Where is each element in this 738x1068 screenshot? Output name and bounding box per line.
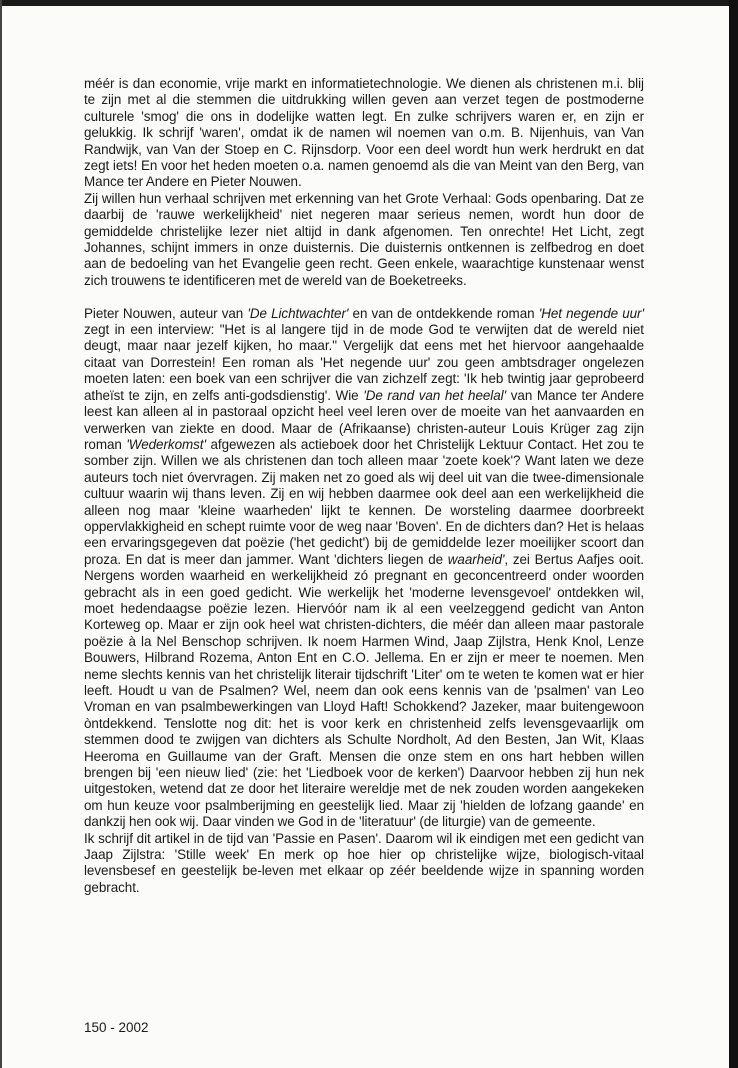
title-de-lichtwachter: 'De Lichtwachter' <box>247 305 349 321</box>
p3-text-5: afgewezen als actieboek door het Christelijk Lektuur Contact. Het zou te somber zijn. Willen we als christenen dan toch alleen maar 'zoete koek'? Want laten we deze auteurs toch niet óvervragen. Zij maken net zo goed als wij deel uit van die twee-dimensionale cultuur waarin wij thans leven. Zij en wij hebben daarmee ook deel aan een werkelijkheid die alleen nog maar 'kleine waarheden' lijkt te kennen. De worsteling daarmee doorbreekt oppervlakkigheid en schept ruimte voor de weg naar 'Boven'. En de dichters dan? Het is helaas een ervaringsgegeven dat poëzie ('het gedicht') bij de gemiddelde lezer moeilijker scoort dan proza. En dat is meer dan jammer. Want 'dichters liegen de <box>84 436 645 567</box>
page-number: 150 - 2002 <box>84 1020 149 1035</box>
p3-text-4: van Mance ter Andere leest kan alleen al in pastoraal opzicht heel veel leren over de moeite van het aanvaarden en verwerken van ziekte en dood. Maar de (Afrikaanse) christen-auteur Louis Krüger zag zijn roman <box>84 387 644 452</box>
paragraph-2: Zij willen hun verhaal schrijven met erkenning van het Grote Verhaal: Gods openbaring. Dat ze daarbij de 'rauwe werkelijkheid' niet negeren maar serieus nemen, wordt hun door de gemiddelde christelijke lezer niet altijd in dank afgenomen. Ten onrechte! Het Licht, zegt Johannes, schijnt immers in onze duisternis. Die duisternis ontkennen is zelfbedrog en doet aan de bedoeling van het Evangelie geen recht. Geen enkele, waarachtige kunstenaar wenst zich trouwens te identificeren met de wereld van de Boeketreeks. <box>84 190 644 288</box>
paragraph-3 <box>84 306 644 831</box>
quote-waarheid: waarheid' <box>447 551 505 567</box>
p3-text-6: , zei Bertus Aafjes ooit. Nergens worden waarheid en werkelijkheid zó pregnant en geconcentreerd onder woorden gebracht als in een goed gedicht. Wie werkelijk het 'moderne levensgevoel' ontdekken wil, moet hedendaagse poëzie lezen. Hiervóór nam ik al een veelzeggend gedicht van Anton Korteweg op. Maar er zijn ook heel wat christen-dichters, die méér dan alleen maar pastorale poëzie à la Nel Benschop schrijven. Ik noem Harmen Wind, Jaap Zijlstra, Henk Knol, Lenze Bouwers, Hilbrand Rozema, Anton Ent en C.O. Jellema. En er zijn er meer te noemen. Men neme slechts kennis van het christelijk literair tijdschrift 'Liter' om te weten te komen wat er hier leeft. Houdt u van de Psalmen? Wel, neem dan ook eens kennis van de 'psalmen' van Leo Vroman en van psalmbewerkingen van Lloyd Haft! Schokkend? Jazeker, maar buitengewoon òntdekkend. Tenslotte nog dit: het is voor kerk en christenheid zelfs levensgevaarlijk om stemmen dood te zwijgen van dichters als Schulte Nordholt, Ad den Besten, Jan Wit, Klaas Heeroma en Guillaume van der Graft. Mensen die onze stem en ons hart hebben willen brengen bij 'een nieuw lied' (zie: het 'Liedboek voor de kerken') Daarvoor hebben zij hun nek uitgestoken, wetend dat ze door het literaire wereldje met de nek zouden worden aangekeken om hun keuze voor psalmberijming en geestelijk lied. Maar zij 'hielden de lofzang gaande' en dankzij hen ook wij. Daar vinden we God in de 'literatuur' (de liturgie) van de gemeente. <box>84 551 644 830</box>
title-het-negende-uur: 'Het negende uur' <box>538 305 644 321</box>
p3-text-2: en van de ontdekkende roman <box>348 305 539 321</box>
scan-right-edge <box>729 0 738 1068</box>
paragraph-4: Ik schrijf dit artikel in de tijd van 'Passie en Pasen'. Daarom wil ik eindigen met een gedicht van Jaap Zijlstra: 'Stille week' En merk op hoe hier op christelijke wijze, biologisch-vitaal levensbesef en geestelijk be-leven met elkaar op zéér beeldende wijze in spanning worden gebracht. <box>84 830 644 895</box>
article-body <box>84 76 644 896</box>
p3-text-3: zegt in een interview: "Het is al langere tijd in de mode God te verwijten dat de wereld niet deugt, maar naar jezelf kijken, ho maar." Vergelijk dat eens met het hiervoor aangehaalde citaat van Dorrestein! Een roman als 'Het negende uur' zou geen ambtsdrager ongelezen moeten laten: een boek van een schrijver die van zichzelf zegt: 'Ik heb twintig jaar geprobeerd atheïst te zijn, en zelfs anti-godsdienstig'. Wie <box>84 322 644 403</box>
paragraph-1: méér is dan economie, vrije markt en informatietechnologie. We dienen als christenen m.i. blij te zijn met al die stemmen die uitdrukking willen geven aan verzet tegen de postmoderne culturele 'smog' die ons in dodelijke watten legt. En zulke schrijvers waren er, en zijn er gelukkig. Ik schrijf 'waren', omdat ik de namen wil noemen van o.m. B. Nijenhuis, van Van Randwijk, van Van der Stoep en C. Rijnsdorp. Voor een deel wordt hun werk herdrukt en dat zegt iets! En voor het heden moeten o.a. namen genoemd als die van Meint van den Berg, van Mance ter Andere en Pieter Nouwen. <box>84 76 644 190</box>
title-de-rand-van-het-heelal: 'De rand van het heelal' <box>363 387 507 403</box>
title-wederkomst: 'Wederkomst' <box>126 436 207 452</box>
p3-text-1: Pieter Nouwen, auteur van <box>84 305 248 321</box>
